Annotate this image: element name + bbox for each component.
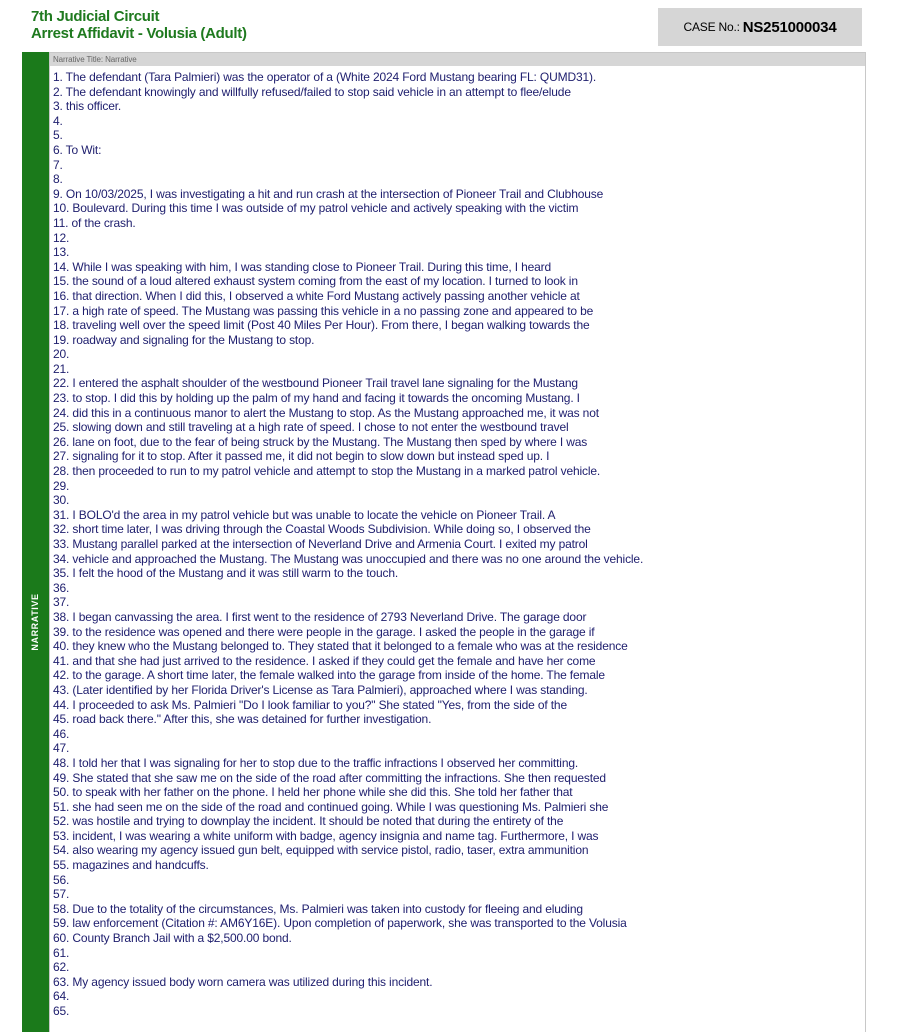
narrative-line: 16. that direction. When I did this, I observed a white Ford Mustang actively passing another vehicle at [53, 288, 580, 303]
narrative-line: 65. [53, 1004, 70, 1018]
narrative-side-label: NARRATIVE [30, 593, 40, 651]
case-number: NS251000034 [742, 18, 837, 36]
narrative-line: 45. road back there." After this, she was detained for further investigation. [53, 712, 432, 727]
narrative-line: 37. [53, 595, 70, 610]
narrative-content [49, 52, 866, 1032]
narrative-side-tab [22, 52, 49, 1032]
narrative-line: 55. magazines and handcuffs. [53, 858, 209, 873]
narrative-line: 10. Boulevard. During this time I was outside of my patrol vehicle and actively speaking with the victim [53, 201, 579, 216]
narrative-line: 63. My agency issued body worn camera was utilized during this incident. [53, 974, 433, 989]
narrative-line: 61. [53, 945, 70, 960]
narrative-line: 24. did this in a continuous manor to alert the Mustang to stop. As the Mustang approached me, it was not [53, 405, 599, 420]
narrative-line: 56. [53, 872, 70, 887]
narrative-line: 28. then proceeded to run to my patrol vehicle and attempt to stop the Mustang in a marked patrol vehicle. [53, 464, 601, 479]
case-number-box [658, 8, 862, 46]
narrative-line: 50. to speak with her father on the phone. I held her phone while she did this. She told her father that [53, 785, 573, 800]
narrative-line: 26. lane on foot, due to the fear of being struck by the Mustang. The Mustang then sped by where I was [53, 434, 588, 449]
narrative-line: 40. they knew who the Mustang belonged to. They stated that it belonged to a female who was at the residence [53, 639, 628, 654]
narrative-line: 18. traveling well over the speed limit (Post 40 Miles Per Hour). From there, I began walking towards the [53, 318, 590, 333]
narrative-line: 43. (Later identified by her Florida Driver's License as Tara Palmieri), approached where I was standing. [53, 682, 588, 697]
narrative-line: 5. [53, 128, 63, 143]
narrative-line: 39. to the residence was opened and there were people in the garage. I asked the people in the garage if [53, 624, 595, 639]
narrative-line: 41. and that she had just arrived to the residence. I asked if they could get the female and have her come [53, 653, 596, 668]
narrative-line: 52. was hostile and trying to downplay the incident. It should be noted that during the entirety of the [53, 814, 564, 829]
court-name: 7th Judicial Circuit [31, 8, 160, 25]
narrative-line: 64. [53, 989, 70, 1004]
narrative-line: 23. to stop. I did this by holding up the palm of my hand and facing it towards the oncoming Mustang. I [53, 391, 580, 406]
narrative-line: 15. the sound of a loud altered exhaust system coming from the east of my location. I turned to look in [53, 274, 578, 289]
narrative-title-bar: Narrative Title: Narrative [50, 53, 865, 66]
narrative-line: 12. [53, 230, 70, 245]
narrative-line: 6. To Wit: [53, 142, 102, 157]
narrative-line: 22. I entered the asphalt shoulder of the westbound Pioneer Trail travel lane signaling for the Mustang [53, 376, 578, 391]
narrative-line: 46. [53, 726, 70, 741]
narrative-line: 59. law enforcement (Citation #: AM6Y16E). Upon completion of paperwork, she was transported to the Volusia [53, 916, 627, 931]
narrative-line: 8. [53, 172, 63, 187]
narrative-line: 31. I BOLO'd the area in my patrol vehicle but was unable to locate the vehicle on Pioneer Trail. A [53, 507, 556, 522]
narrative-line: 29. [53, 478, 70, 493]
narrative-line: 42. to the garage. A short time later, the female walked into the garage from inside of the home. The female [53, 668, 605, 683]
narrative-line: 11. of the crash. [53, 215, 136, 230]
narrative-lines [50, 66, 865, 1019]
narrative-line: 20. [53, 347, 70, 362]
case-number-label: CASE No.: [683, 20, 740, 34]
narrative-line: 17. a high rate of speed. The Mustang was passing this vehicle in a no passing zone and appeared to be [53, 303, 594, 318]
narrative-section [22, 52, 866, 1032]
narrative-line: 13. [53, 245, 70, 260]
narrative-line: 60. County Branch Jail with a $2,500.00 bond. [53, 931, 292, 946]
narrative-line: 4. [53, 113, 63, 128]
narrative-line: 30. [53, 493, 70, 508]
narrative-line: 3. this officer. [53, 99, 122, 114]
narrative-line: 54. also wearing my agency issued gun belt, equipped with service pistol, radio, taser, extra ammunition [53, 843, 589, 858]
narrative-line: 7. [53, 157, 63, 172]
narrative-line: 49. She stated that she saw me on the side of the road after committing the infractions. She then requested [53, 770, 606, 785]
narrative-line: 51. she had seen me on the side of the road and continued going. While I was questioning Ms. Palmieri she [53, 799, 609, 814]
document-title: Arrest Affidavit - Volusia (Adult) [31, 25, 247, 42]
narrative-line: 21. [53, 361, 70, 376]
narrative-line: 44. I proceeded to ask Ms. Palmieri "Do I look familiar to you?" She stated "Yes, from the side of the [53, 697, 567, 712]
narrative-line: 32. short time later, I was driving through the Coastal Woods Subdivision. While doing so, I observed the [53, 522, 591, 537]
narrative-line: 48. I told her that I was signaling for her to stop due to the traffic infractions I observed her committing. [53, 755, 579, 770]
narrative-line: 19. roadway and signaling for the Mustang to stop. [53, 332, 315, 347]
narrative-line: 53. incident, I was wearing a white uniform with badge, agency insignia and name tag. Furthermore, I was [53, 828, 599, 843]
narrative-line: 62. [53, 960, 70, 975]
narrative-line: 35. I felt the hood of the Mustang and it was still warm to the touch. [53, 566, 399, 581]
narrative-line: 38. I began canvassing the area. I first went to the residence of 2793 Neverland Drive. The garage door [53, 609, 587, 624]
narrative-line: 36. [53, 580, 70, 595]
narrative-line: 33. Mustang parallel parked at the intersection of Neverland Drive and Armenia Court. I exited my patrol [53, 537, 588, 551]
narrative-line: 34. vehicle and approached the Mustang. The Mustang was unoccupied and there was no one around the vehicle. [53, 551, 644, 566]
narrative-line: 57. [53, 887, 70, 902]
document-header [31, 8, 247, 42]
narrative-line: 9. On 10/03/2025, I was investigating a hit and run crash at the intersection of Pioneer Trail and Clubhouse [53, 186, 604, 201]
narrative-line: 1. The defendant (Tara Palmieri) was the operator of a (White 2024 Ford Mustang bearing FL: QUMD31). [53, 70, 597, 84]
narrative-line: 27. signaling for it to stop. After it passed me, it did not begin to slow down but instead sped up. I [53, 449, 550, 464]
narrative-line: 47. [53, 741, 70, 756]
narrative-line: 25. slowing down and still traveling at a high rate of speed. I chose to not enter the westbound travel [53, 420, 569, 435]
narrative-line: 14. While I was speaking with him, I was standing close to Pioneer Trail. During this time, I heard [53, 259, 552, 274]
narrative-line: 2. The defendant knowingly and willfully refused/failed to stop said vehicle in an attempt to flee/elude [53, 84, 571, 99]
narrative-line: 58. Due to the totality of the circumstances, Ms. Palmieri was taken into custody for fleeing and eluding [53, 901, 583, 916]
